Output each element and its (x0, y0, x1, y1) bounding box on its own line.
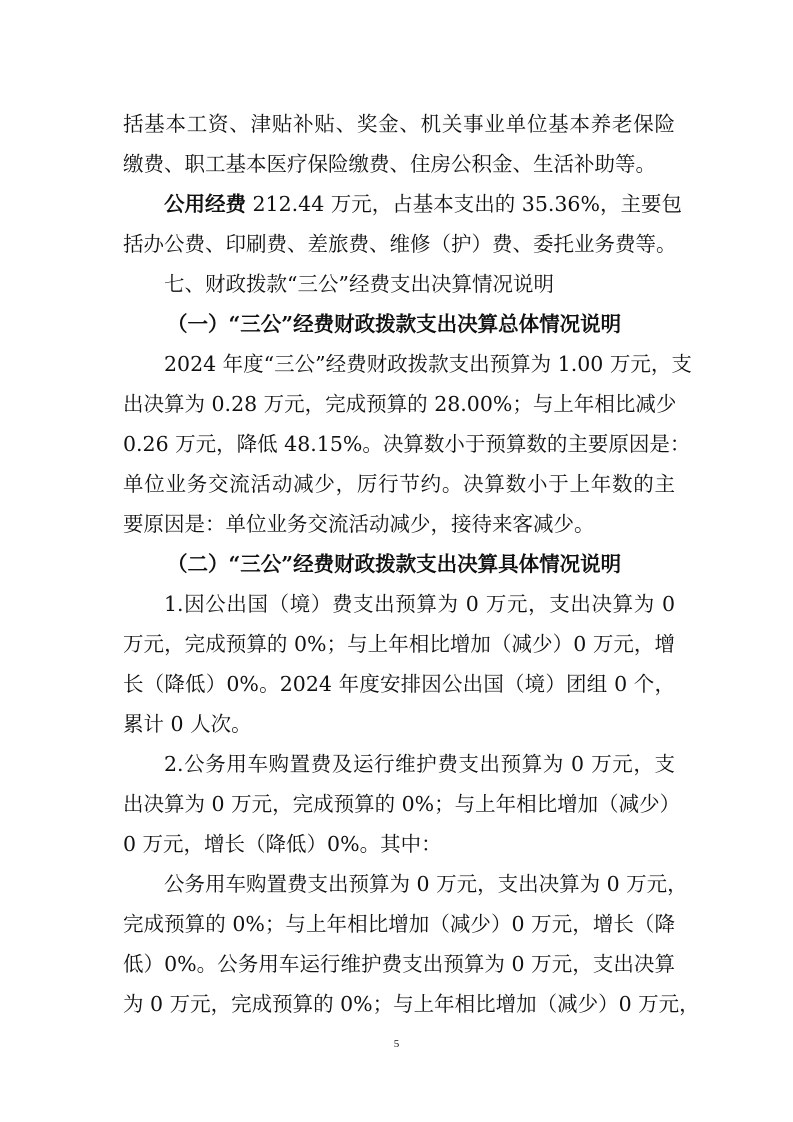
item-vehicle-line: 2.公务用车购置费及运行维护费支出预算为 0 万元，支 (164, 752, 675, 776)
paragraph-public-expense-line: 括办公费、印刷费、差旅费、维修（护）费、委托业务费等。 (123, 232, 677, 256)
vehicle-detail-line: 低）0%。公务用车运行维护费支出预算为 0 万元，支出决算 (123, 952, 675, 976)
item-outbound-travel-line: 1.因公出国（境）费支出预算为 0 万元，支出决算为 0 (164, 592, 675, 616)
subsection-heading: （一）“三公”经费财政拨款支出决算总体情况说明 (167, 312, 622, 336)
overall-paragraph-line: 要原因是：单位业务交流活动减少，接待来客减少。 (123, 512, 595, 536)
overall-paragraph-line: 2024 年度“三公”经费财政拨款支出预算为 1.00 万元，支 (164, 352, 692, 376)
item-outbound-travel-line: 累计 0 人次。 (123, 712, 252, 736)
item-outbound-travel-line: 万元，完成预算的 0%；与上年相比增加（减少）0 万元，增 (123, 632, 675, 656)
item-outbound-travel-line: 长（降低）0%。2024 年度安排因公出国（境）团组 0 个， (123, 672, 675, 696)
paragraph-public-expense-line (164, 187, 682, 221)
section-heading: 七、财政拨款“三公”经费支出决算情况说明 (164, 272, 554, 296)
overall-paragraph-line: 单位业务交流活动减少，厉行节约。决算数小于上年数的主 (123, 472, 675, 496)
paragraph-personnel-expense-line: 缴费、职工基本医疗保险缴费、住房公积金、生活补助等。 (123, 152, 656, 176)
vehicle-detail-line: 为 0 万元，完成预算的 0%；与上年相比增加（减少）0 万元， (123, 992, 700, 1016)
vehicle-detail-line: 公务用车购置费支出预算为 0 万元，支出决算为 0 万元， (164, 872, 688, 896)
public-expense-term: 公用经费 (164, 192, 246, 216)
overall-paragraph-line: 出决算为 0.28 万元，完成预算的 28.00%；与上年相比减少 (123, 392, 677, 416)
subsection-heading: （二）“三公”经费财政拨款支出决算具体情况说明 (167, 552, 622, 576)
vehicle-detail-line: 完成预算的 0%；与上年相比增加（减少）0 万元，增长（降 (123, 912, 675, 936)
paragraph-personnel-expense-line: 括基本工资、津贴补贴、奖金、机关事业单位基本养老保险 (123, 112, 675, 136)
overall-paragraph-line: 0.26 万元，降低 48.15%。决算数小于预算数的主要原因是： (123, 432, 691, 456)
page-number: 5 (393, 1038, 400, 1050)
item-vehicle-line: 0 万元，增长（降低）0%。其中： (123, 832, 442, 856)
public-expense-text: 212.44 万元，占基本支出的 35.36%，主要包 (246, 192, 682, 216)
item-vehicle-line: 出决算为 0 万元，完成预算的 0%；与上年相比增加（减少） (123, 792, 681, 816)
